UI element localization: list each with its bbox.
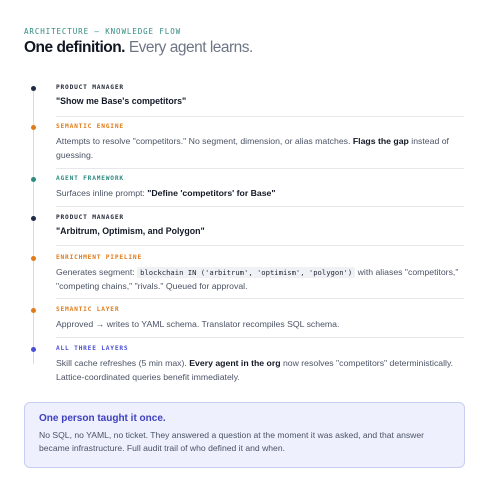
title-light: Every agent learns. <box>128 39 253 56</box>
timeline-dot <box>31 177 36 182</box>
step-divider <box>56 337 464 338</box>
step-divider <box>56 116 464 117</box>
title-strong: One definition. <box>24 39 125 56</box>
flow-timeline <box>0 76 489 386</box>
step-divider <box>56 245 464 246</box>
step-tag: AGENT FRAMEWORK <box>56 175 124 182</box>
flow-step-product-manager-request <box>56 84 464 106</box>
timeline-dot <box>31 308 36 313</box>
callout-body: No SQL, no YAML, no ticket. They answered a question at the moment it was asked, and that answer became infrastructure. Full audit trail of who defined it and when. <box>39 430 425 454</box>
timeline-dot <box>31 86 36 91</box>
step-tag: SEMANTIC LAYER <box>56 306 120 313</box>
flow-step-semantic-layer <box>56 306 464 332</box>
timeline-dot <box>31 347 36 352</box>
flow-step-semantic-engine <box>56 123 464 162</box>
flow-step-enrichment-pipeline <box>56 254 464 293</box>
step-description: Generates segment: blockchain IN ('arbitrum', 'optimism', 'polygon') with aliases "competitors," "competing chains," "rivals." Queued for approval. <box>56 267 459 291</box>
step-description: Attempts to resolve "competitors." No segment, dimension, or alias matches. Flags the gap instead of guessing. <box>56 136 449 160</box>
step-divider <box>56 168 464 169</box>
step-divider <box>56 206 464 207</box>
timeline-dot <box>31 256 36 261</box>
step-tag: ENRICHMENT PIPELINE <box>56 254 142 261</box>
step-tag: SEMANTIC ENGINE <box>56 123 124 130</box>
segment-code: blockchain IN ('arbitrum', 'optimism', 'polygon') <box>137 267 355 278</box>
step-divider <box>56 298 464 299</box>
flow-step-product-manager-answer <box>56 214 464 236</box>
summary-callout <box>24 402 465 468</box>
flow-step-all-three-layers <box>56 345 464 384</box>
step-description: Skill cache refreshes (5 min max). Every agent in the org now resolves "competitors" deterministically. Lattice-coordinated queries benefit immediately. <box>56 358 454 382</box>
step-tag: PRODUCT MANAGER <box>56 214 124 221</box>
timeline-dot <box>31 125 36 130</box>
callout-title: One person taught it once. <box>39 413 166 424</box>
step-quote: "Arbitrum, Optimism, and Polygon" <box>56 226 205 236</box>
step-quote: "Show me Base's competitors" <box>56 96 187 106</box>
flow-step-agent-framework <box>56 175 464 201</box>
step-description: Surfaces inline prompt: "Define 'competitors' for Base" <box>56 188 276 198</box>
step-tag: PRODUCT MANAGER <box>56 84 124 91</box>
step-tag: ALL THREE LAYERS <box>56 345 129 352</box>
page-title <box>24 39 253 57</box>
step-description: Approved → writes to YAML schema. Translator recompiles SQL schema. <box>56 319 340 329</box>
section-eyebrow: ARCHITECTURE — KNOWLEDGE FLOW <box>24 27 182 36</box>
timeline-dot <box>31 216 36 221</box>
